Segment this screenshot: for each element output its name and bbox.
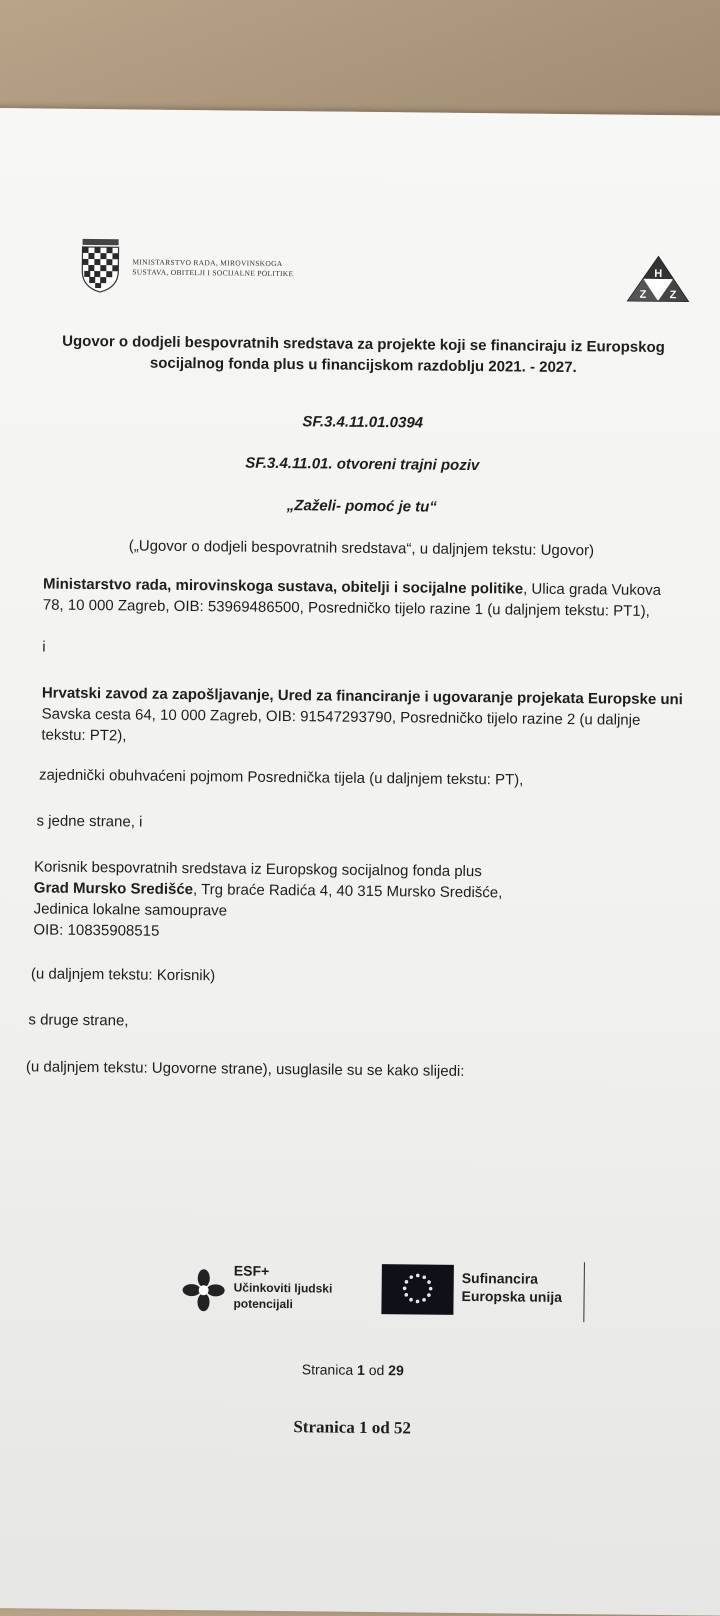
logo-divider [583, 1262, 585, 1322]
ministry-name-line1: MINISTARSTVO RADA, MIROVINSKOGA [132, 257, 283, 269]
beneficiary-line1: Korisnik bespovratnih sredstava iz Europskog socijalnog fonda plus [33, 858, 482, 881]
eu-cofinance [461, 1269, 562, 1306]
ministry-full-name: Ministarstvo rada, mirovinskoga sustava, obitelji i socijalne politike [42, 575, 524, 598]
beneficiary-name: Grad Mursko Središće [33, 879, 194, 899]
other-side-label: s druge strane, [28, 1011, 129, 1030]
hzz-address-line2: Savska cesta 64, 10 000 Zagreb, OIB: 91547293790, Posredničko tijelo razine 2 (u daljnje [41, 705, 641, 729]
eu-line1: Sufinancira [461, 1269, 539, 1287]
svg-text:H: H [654, 267, 663, 280]
one-side-label: s jedne strane, i [36, 812, 143, 831]
page-number-small [23, 1356, 683, 1384]
svg-text:Z: Z [669, 289, 677, 302]
page-number-large: Stranica 1 od 52 [293, 1417, 412, 1438]
project-name: „Zaželi- pomoć je tu“ [286, 497, 437, 516]
beneficiary-oib: OIB: 10835908515 [33, 921, 160, 940]
page-mid: od [364, 1361, 389, 1379]
ministry-name-line2: SUSTAVA, OBITELJI I SOCIJALNE POLITIKE [132, 267, 294, 279]
esf-logo [179, 1262, 370, 1320]
call-name: SF.3.4.11.01. otvoreni trajni poziv [245, 454, 480, 475]
page-prefix: Stranica [301, 1361, 358, 1378]
ministry-address-part1: , Ulica grada Vukova [523, 580, 662, 599]
page-current: 1 [356, 1361, 365, 1378]
eu-flag-icon [381, 1264, 454, 1315]
coat-of-arms-icon [80, 237, 121, 293]
beneficiary-type: Jedinica lokalne samouprave [33, 900, 228, 920]
conjunction-and: i [42, 638, 46, 656]
esf-title: ESF+ [233, 1262, 270, 1279]
esf-subtitle-line1: Učinkoviti ljudski [233, 1280, 333, 1296]
hzz-full-name: Hrvatski zavod za zapošljavanje, Ured za financiranje i ugovaranje projekata Europske uni [41, 684, 683, 709]
beneficiary-alias: (u daljnjem tekstu: Korisnik) [30, 965, 216, 985]
esf-flower-icon [179, 1266, 228, 1315]
contract-code: SF.3.4.11.01.0394 [302, 413, 424, 432]
page-total: 29 [388, 1362, 404, 1379]
hzz-logo-icon [626, 255, 691, 306]
svg-text:Z: Z [639, 288, 647, 301]
contract-alias: („Ugovor o dodjeli bespovratnih sredstava“, u daljnjem tekstu: Ugovor) [128, 537, 595, 560]
hzz-address-line3: tekstu: PT2), [41, 726, 127, 745]
document-page [0, 108, 720, 1616]
agreement-sentence: (u daljnjem tekstu: Ugovorne strane), usuglasile su se kako slijedi: [25, 1058, 465, 1080]
contract-title-line2: socijalnog fonda plus u financijskom razdoblju 2021. - 2027. [149, 354, 577, 377]
esf-subtitle-line2: potencijali [233, 1296, 293, 1312]
contract-title-line1: Ugovor o dodjeli bespovratnih sredstava za projekte koji se financiraju iz Europskog [62, 332, 665, 357]
joint-definition: zajednički obuhvaćeni pojmom Posrednička tijela (u daljnjem tekstu: PT), [38, 766, 524, 789]
eu-line2: Europska unija [461, 1287, 563, 1305]
beneficiary-address: , Trg braće Radića 4, 40 315 Mursko Središće, [192, 881, 503, 902]
ministry-address-line2: 78, 10 000 Zagreb, OIB: 53969486500, Posredničko tijelo razine 1 (u daljnjem tekstu: PT1), [42, 596, 650, 620]
